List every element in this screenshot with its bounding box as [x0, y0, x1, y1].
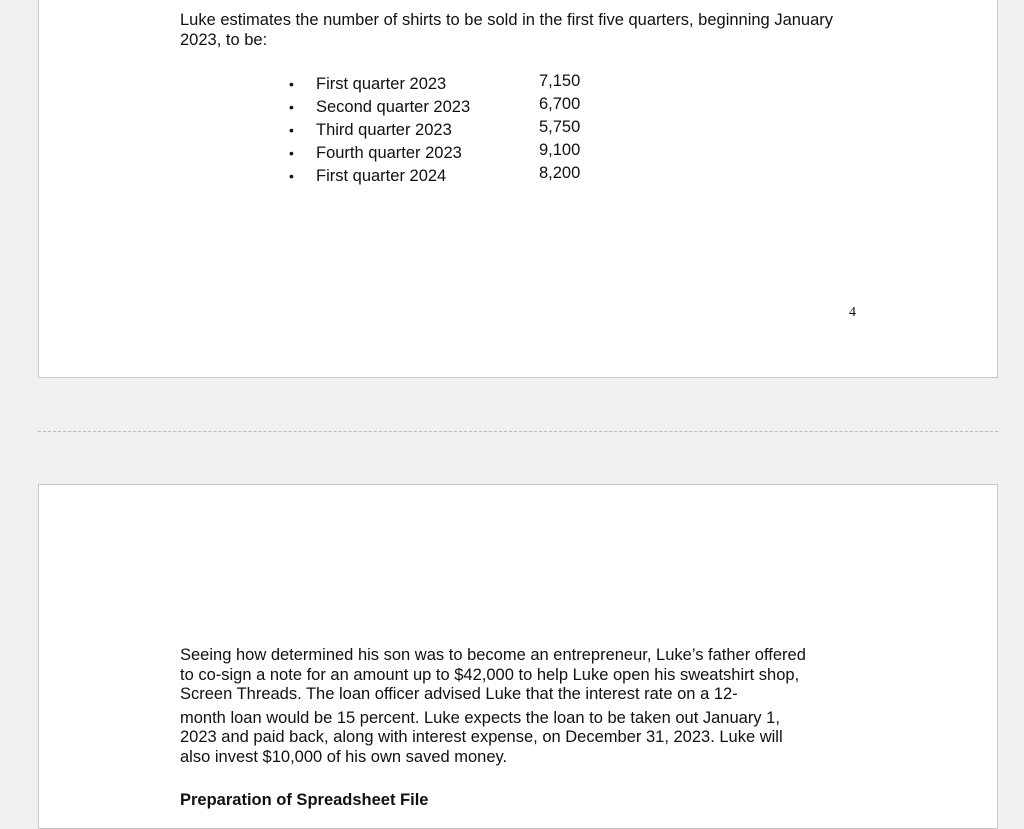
paragraph-line: Seeing how determined his son was to become an entrepreneur, Luke’s father offered: [180, 646, 806, 664]
quarter-value: 7,150: [539, 72, 581, 90]
quarter-label: Third quarter 2023: [316, 121, 452, 139]
bullet-icon: •: [289, 168, 294, 184]
quarter-label: Second quarter 2023: [316, 98, 471, 116]
quarter-value: 8,200: [539, 164, 581, 182]
bullet-icon: •: [289, 145, 294, 161]
quarter-sales-list: [285, 73, 605, 188]
paragraph-line: 2023 and paid back, along with interest expense, on December 31, 2023. Luke will: [180, 728, 783, 746]
document-page-top: [38, 0, 998, 378]
page-break-divider: [38, 431, 998, 432]
list-item: [285, 165, 605, 188]
paragraph-line: Screen Threads. The loan officer advised Luke that the interest rate on a 12-: [180, 685, 738, 703]
quarter-label: First quarter 2023: [316, 75, 447, 93]
quarter-value: 6,700: [539, 95, 581, 113]
page-number: 4: [849, 305, 856, 320]
quarter-label: Fourth quarter 2023: [316, 144, 462, 162]
quarter-label: First quarter 2024: [316, 167, 447, 185]
paragraph-line: to co-sign a note for an amount up to $42,000 to help Luke open his sweatshirt shop,: [180, 665, 800, 684]
quarter-value: 5,750: [539, 118, 581, 136]
section-heading: Preparation of Spreadsheet File: [180, 791, 429, 809]
quarter-value: 9,100: [539, 141, 581, 159]
intro-paragraph: Luke estimates the number of shirts to be sold in the first five quarters, beginning January 2023, to be:: [180, 11, 834, 49]
loan-paragraph: [180, 646, 840, 767]
bullet-icon: •: [289, 122, 294, 138]
paragraph-line: month loan would be 15 percent. Luke expects the loan to be taken out January 1,: [180, 708, 780, 727]
document-page-bottom: [38, 484, 998, 829]
bullet-icon: •: [289, 99, 294, 115]
paragraph-line: also invest $10,000 of his own saved money.: [180, 747, 508, 766]
bullet-icon: •: [289, 76, 294, 92]
